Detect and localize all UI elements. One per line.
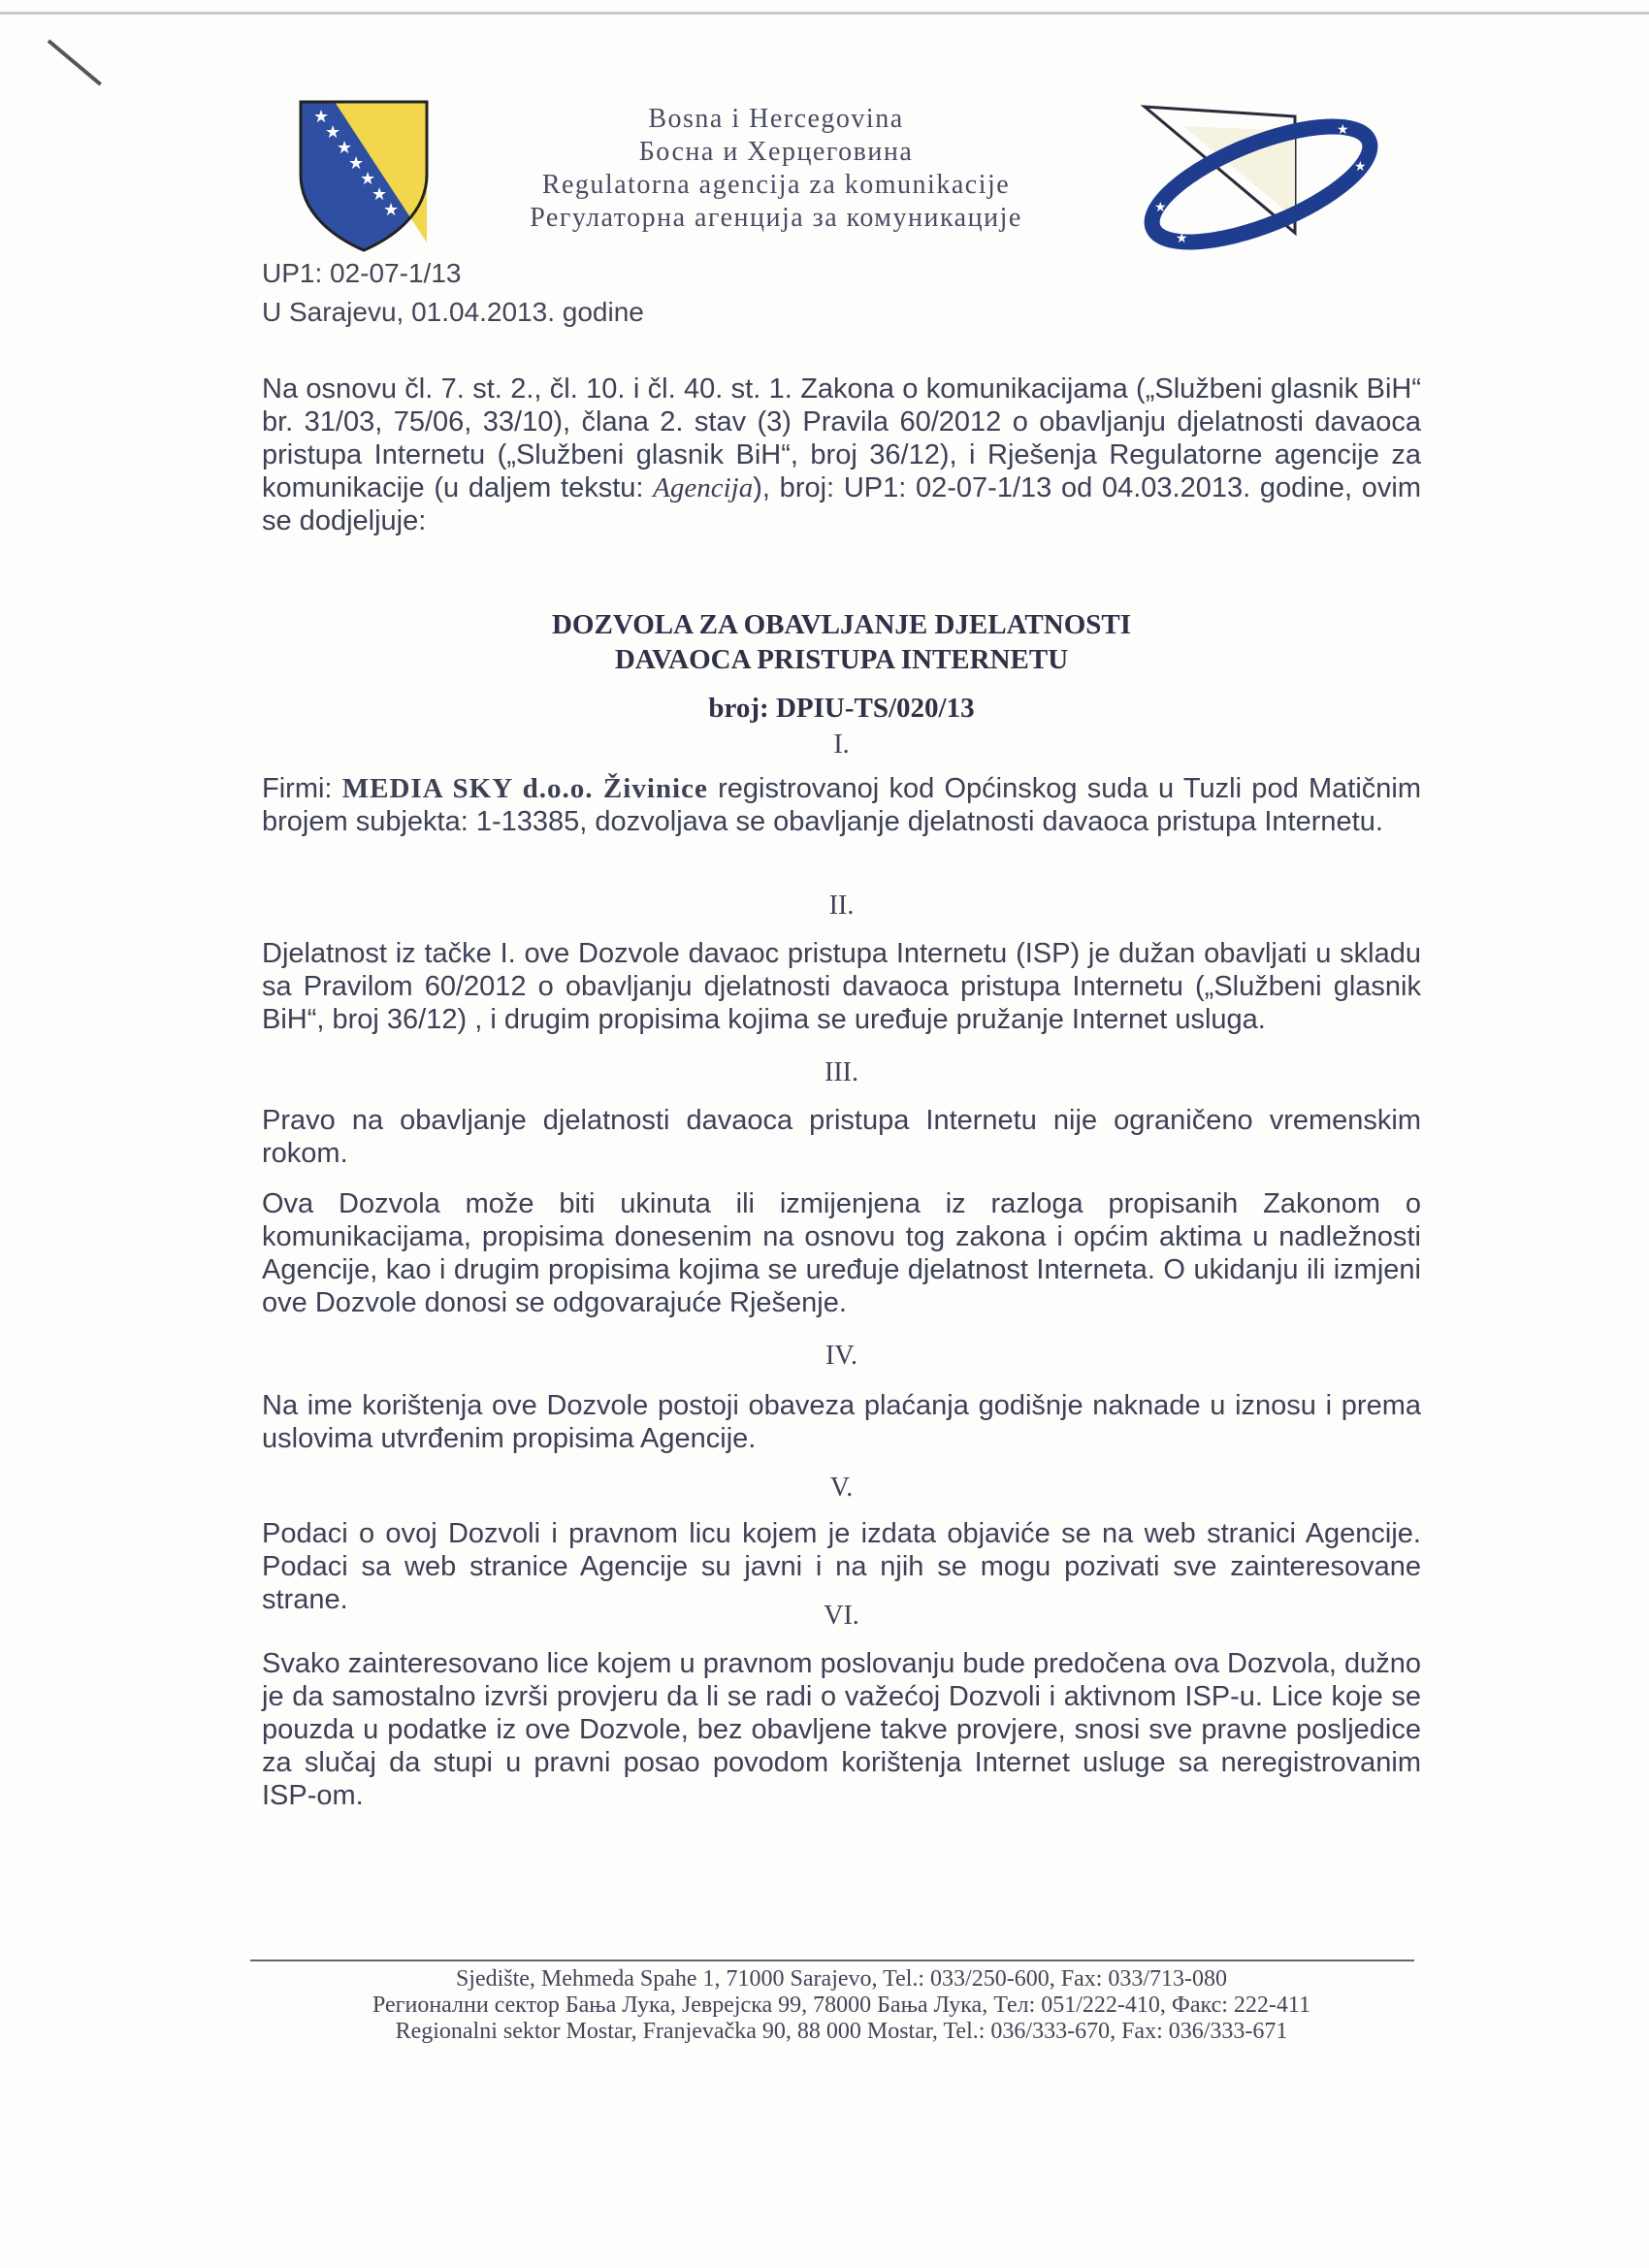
- svg-text:★: ★: [337, 138, 353, 158]
- svg-text:★: ★: [325, 122, 341, 143]
- footer-line-1: Sjedište, Mehmeda Spahe 1, 71000 Sarajevo, Tel.: 033/250-600, Fax: 033/713-080: [455, 1966, 1228, 1992]
- section-numeral-5: V.: [829, 1473, 854, 1503]
- section-1-text: [262, 772, 1421, 838]
- title-line-2: DAVAOCA PRISTUPA INTERNETU: [614, 644, 1069, 675]
- preamble: [262, 373, 1421, 537]
- svg-text:★: ★: [313, 107, 330, 127]
- title-line-1: DOZVOLA ZA OBAVLJANJE DJELATNOSTI: [551, 609, 1132, 640]
- section-6-text: Svako zainteresovano lice kojem u pravnom poslovanju bude predočena ova Dozvola, dužno je da samostalno izvrši provjeru da li se radi o važećoj Dozvoli i aktivnom ISP-u. Lice koje se pouzda u podatke iz ove Dozvole, bez obavljene takve provjere, snosi sve pravne posljedice za slučaj da stupi u pravni posao povodom korištenja Internet usluge sa neregistrovanim ISP-om.: [262, 1648, 1421, 1811]
- section-3-text-2: Ova Dozvola može biti ukinuta ili izmijenjena iz razloga propisanih Zakonom o komunikacijama, propisima donesenim na osnovu tog zakona i općim aktima u nadležnosti Agencije, kao i drugim propisima kojima se uređuje djelatnost Interneta. O ukidanju ili izmjeni ove Dozvole donosi se odgovarajuće Rješenje.: [262, 1188, 1421, 1318]
- svg-text:★: ★: [372, 184, 388, 205]
- footer-divider: [250, 1960, 1414, 1961]
- preamble-italic: Agencija: [653, 472, 754, 503]
- company-name: MEDIA SKY d.o.o. Živinice: [341, 773, 708, 804]
- svg-text:★: ★: [1176, 231, 1188, 246]
- permit-number: broj: DPIU-TS/020/13: [708, 693, 975, 724]
- svg-text:★: ★: [1154, 200, 1167, 215]
- preamble-part-1: Na osnovu čl. 7. st. 2., čl. 10. i čl. 40. st. 1. Zakona o komunikacijama („Službeni glasnik BiH“ br. 31/03, 75/06, 33/10), člana 2. stav (3) Pravila 60/2012 o obavljanju djelatnosti davaoca pristupa Internetu („Službeni glasnik BiH“, broj 36/12), i Rješenja Regulatorne agencije za komunikacije (u daljem tekstu:: [262, 373, 1421, 503]
- footer-contacts: [262, 1966, 1421, 2045]
- section-numeral-6: VI.: [824, 1601, 859, 1631]
- section-4-text: Na ime korištenja ove Dozvole postoji obaveza plaćanja godišnje naknade u iznosu i prema uslovima utvrđenim propisima Agencije.: [262, 1390, 1421, 1454]
- footer-line-3: Regionalni sektor Mostar, Franjevačka 90, 88 000 Mostar, Tel.: 036/333-670, Fax: 036/333-671: [395, 2019, 1288, 2044]
- svg-text:★: ★: [348, 153, 365, 174]
- svg-text:★: ★: [1354, 159, 1367, 175]
- agency-line-4: Регулаторна агенција за комуникације: [530, 203, 1022, 233]
- section-numeral-2: II.: [828, 891, 855, 921]
- agency-line-3: Regulatorna agencija za komunikacije: [541, 170, 1011, 200]
- footer-line-2: Регионални сектор Бања Лука, Јеврејска 99, 78000 Бања Лука, Тел: 051/222-410, Факс: 222-411: [372, 1993, 1311, 2018]
- scan-top-edge: [0, 12, 1649, 15]
- section-5-text: Podaci o ovoj Dozvoli i pravnom licu kojem je izdata objaviće se na web stranici Agencije. Podaci sa web stranice Agencije su javni i na njih se mogu pozivati sve zainteresovane strane.: [262, 1518, 1421, 1615]
- section-1-lead: Firmi:: [262, 773, 342, 804]
- section-numeral-3: III.: [824, 1057, 858, 1087]
- svg-text:★: ★: [383, 200, 400, 220]
- coat-of-arms-icon: [296, 97, 432, 252]
- svg-text:★: ★: [360, 169, 376, 189]
- pen-mark: [48, 39, 102, 85]
- preamble-part-2: ), broj: UP1: 02-07-1/13 od 04.03.2013. godine, ovim se dodjeljuje:: [262, 472, 1421, 536]
- svg-text:★: ★: [1160, 217, 1173, 233]
- agency-logo-icon: [1125, 97, 1397, 252]
- agency-line-1: Bosna i Hercegovina: [648, 104, 904, 134]
- document-meta: [262, 254, 644, 332]
- reference-number: UP1: 02-07-1/13: [262, 258, 462, 288]
- permit-title: [262, 607, 1421, 677]
- agency-line-2: Босна и Херцеговина: [638, 137, 914, 167]
- svg-text:★: ★: [1350, 140, 1363, 155]
- section-numeral-1: I.: [833, 729, 850, 760]
- svg-text:★: ★: [1337, 122, 1349, 138]
- agency-name: [485, 103, 1067, 235]
- section-numeral-4: IV.: [825, 1341, 857, 1371]
- section-2-text: Djelatnost iz tačke I. ove Dozvole davaoc pristupa Internetu (ISP) je dužan obavljati u skladu sa Pravilom 60/2012 o obavljanju djelatnosti davaoca pristupa Internetu („Službeni glasnik BiH“, broj 36/12) , i drugim propisima kojima se uređuje pružanje Internet usluga.: [262, 938, 1421, 1035]
- section-3-text: Pravo na obavljanje djelatnosti davaoca pristupa Internetu nije ograničeno vremenskim rokom.: [262, 1105, 1421, 1169]
- place-date: U Sarajevu, 01.04.2013. godine: [262, 297, 644, 327]
- section-1-rest: registrovanoj kod Općinskog suda u Tuzli pod Matičnim brojem subjekta: 1-13385, dozvoljava se obavljanje djelatnosti davaoca pristupa Internetu.: [262, 773, 1421, 837]
